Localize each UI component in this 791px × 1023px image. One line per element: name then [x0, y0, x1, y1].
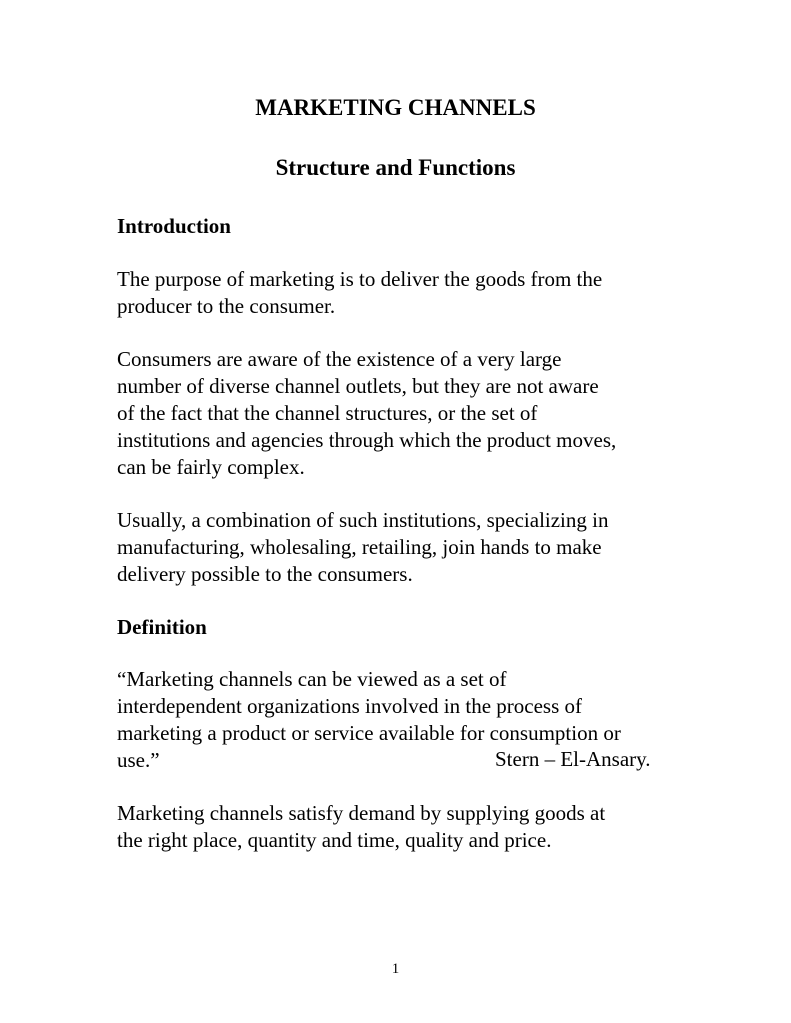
paragraph-line: Usually, a combination of such institutions, specializing in [117, 508, 609, 532]
section-heading-introduction: Introduction [117, 214, 231, 238]
document-subtitle: Structure and Functions [275, 155, 516, 180]
paragraph-line: the right place, quantity and time, quality and price. [117, 828, 552, 852]
paragraph-line: Marketing channels satisfy demand by supplying goods at [117, 801, 606, 825]
section-heading-definition: Definition [117, 615, 207, 639]
document-title: MARKETING CHANNELS [255, 95, 536, 120]
quote-line: “Marketing channels can be viewed as a set of [117, 667, 507, 691]
quote-line: interdependent organizations involved in the process of [117, 694, 582, 718]
intro-paragraph-2 [117, 346, 687, 481]
paragraph-line: of the fact that the channel structures, or the set of [117, 401, 538, 425]
paragraph-line: manufacturing, wholesaling, retailing, join hands to make [117, 535, 602, 559]
quote-attribution: Stern – El-Ansary. [495, 747, 651, 771]
paragraph-line: Consumers are aware of the existence of a very large [117, 347, 562, 371]
paragraph-line: can be fairly complex. [117, 455, 305, 479]
quote-line: use.” [117, 748, 160, 772]
paragraph-line: The purpose of marketing is to deliver the goods from the [117, 267, 603, 291]
paragraph-line: producer to the consumer. [117, 294, 336, 318]
definition-paragraph [117, 800, 687, 854]
paragraph-line: delivery possible to the consumers. [117, 562, 413, 586]
page-number: 1 [391, 961, 400, 977]
paragraph-line: institutions and agencies through which the product moves, [117, 428, 617, 452]
intro-paragraph-3 [117, 507, 687, 588]
intro-paragraph-1 [117, 266, 687, 320]
quote-line: marketing a product or service available for consumption or [117, 721, 621, 745]
paragraph-line: number of diverse channel outlets, but they are not aware [117, 374, 599, 398]
